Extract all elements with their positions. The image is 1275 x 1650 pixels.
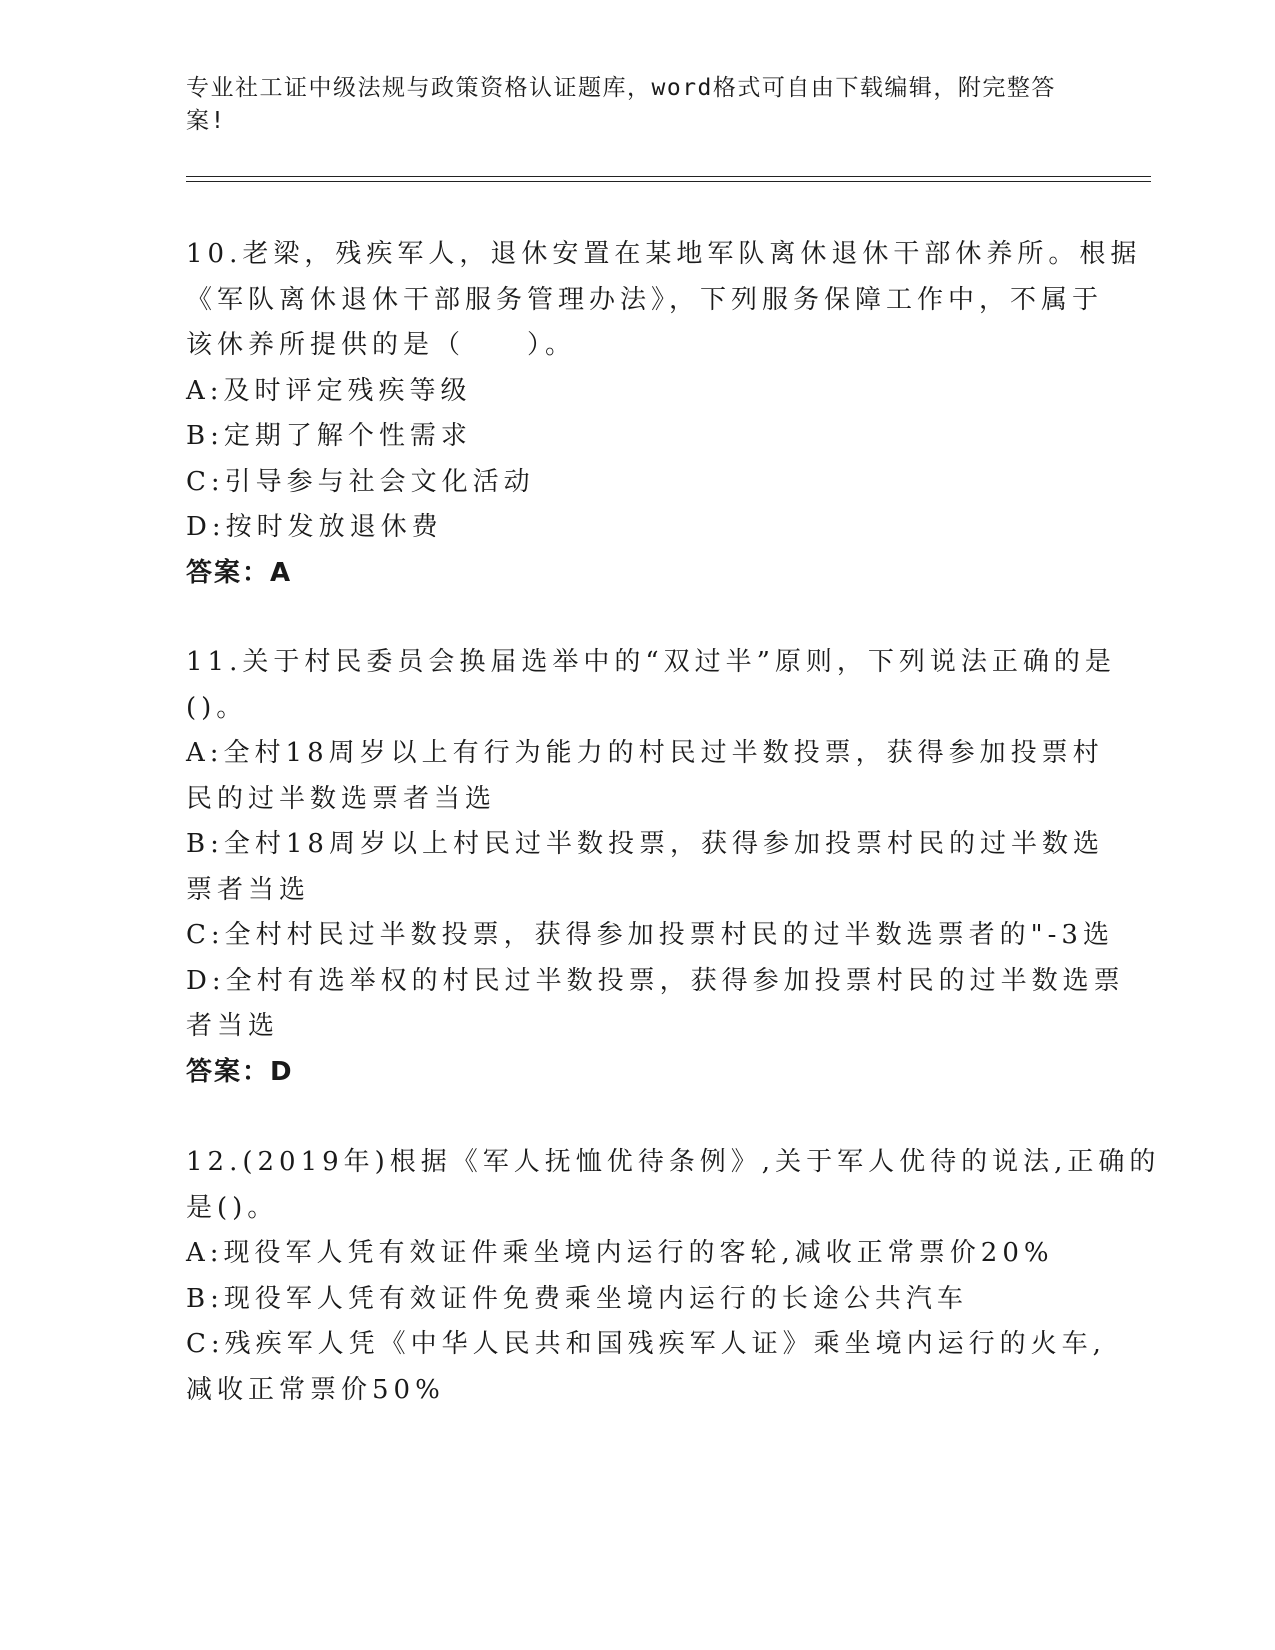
option-d: D:全村有选举权的村民过半数投票，获得参加投票村民的过半数选票 — [186, 965, 1125, 996]
header-rule-top — [186, 176, 1151, 177]
option-b: B:全村18周岁以上村民过半数投票，获得参加投票村民的过半数选 — [186, 829, 1104, 859]
option-b: B:定期了解个性需求 — [186, 421, 472, 451]
option-c: C:全村村民过半数投票，获得参加投票村民的过半数选票者的"-3选 — [186, 920, 1114, 950]
question-10 — [186, 232, 1142, 596]
question-text-line: 是()。 — [186, 1192, 279, 1223]
question-text-line: 《军队离休退休干部服务管理办法》，下列服务保障工作中，不属于 — [186, 284, 1104, 315]
option-c: C:残疾军人凭《中华人民共和国残疾军人证》乘坐境内运行的火车, — [186, 1329, 1106, 1359]
header-line-2: 案! — [186, 108, 226, 134]
question-text-line: ()。 — [186, 692, 248, 723]
answer: 答案：D — [186, 1056, 294, 1087]
option-c: C:引导参与社会文化活动 — [186, 466, 535, 497]
answer: 答案：A — [186, 557, 293, 588]
question-text-line: 12.(2019年)根据《军人抚恤优待条例》,关于军人优待的说法,正确的 — [186, 1147, 1161, 1177]
option-d-continued: 者当选 — [186, 1011, 280, 1041]
option-a: A:全村18周岁以上有行为能力的村民过半数投票，获得参加投票村 — [186, 738, 1104, 768]
question-12 — [186, 1140, 1161, 1413]
question-text-line: 10.老梁，残疾军人，退休安置在某地军队离休退休干部休养所。根据 — [186, 239, 1142, 269]
option-c-continued: 减收正常票价50% — [186, 1374, 445, 1405]
document-header — [186, 72, 1066, 138]
option-b: B:现役军人凭有效证件免费乘坐境内运行的长途公共汽车 — [186, 1283, 968, 1314]
option-a-continued: 民的过半数选票者当选 — [186, 783, 497, 814]
option-b-continued: 票者当选 — [186, 874, 311, 905]
question-text-line: 该休养所提供的是（ ）。 — [186, 330, 577, 360]
question-text-line: 11.关于村民委员会换届选举中的“双过半”原则，下列说法正确的是 — [186, 647, 1116, 677]
option-a: A:现役军人凭有效证件乘坐境内运行的客轮,减收正常票价20% — [186, 1238, 1054, 1268]
header-rule-bottom — [186, 181, 1151, 182]
header-line-1: 专业社工证中级法规与政策资格认证题库，word格式可自由下载编辑，附完整答 — [186, 75, 1056, 101]
option-d: D:按时发放退休费 — [186, 512, 443, 542]
option-a: A:及时评定残疾等级 — [186, 375, 472, 406]
question-11 — [186, 640, 1125, 1095]
